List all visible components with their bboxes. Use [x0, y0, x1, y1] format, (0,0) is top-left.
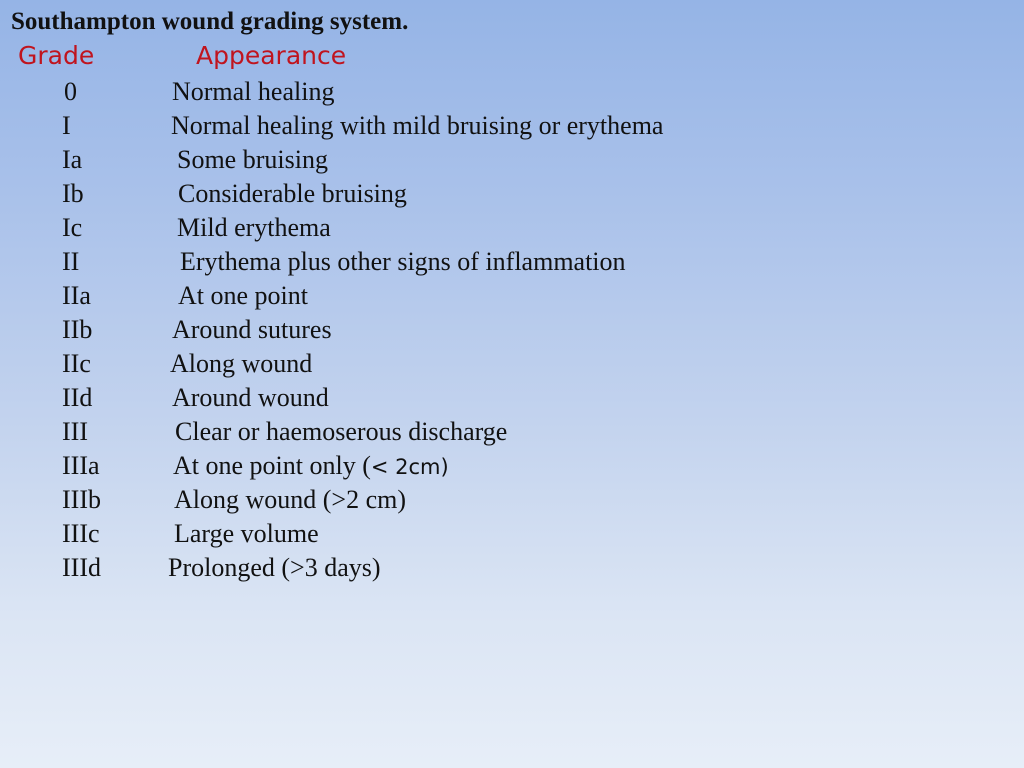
slide-title: Southampton wound grading system. [11, 8, 409, 35]
appearance-cell: Mild erythema [177, 213, 331, 242]
grade-cell: Ic [62, 213, 83, 242]
grading-table [0, 76, 1024, 596]
appearance-cell: Considerable bruising [178, 179, 407, 208]
appearance-cell: Along wound [170, 349, 313, 378]
grade-cell: IIId [62, 553, 101, 582]
appearance-cell: Some bruising [177, 145, 328, 174]
grade-cell: IIb [62, 315, 93, 344]
table-row [0, 518, 1024, 552]
appearance-cell-size: < 2cm) [370, 455, 449, 479]
grade-cell: 0 [64, 77, 77, 106]
appearance-cell: Around sutures [172, 315, 332, 344]
appearance-cell: Along wound (>2 cm) [174, 485, 407, 514]
appearance-cell: Erythema plus other signs of inflammation [180, 247, 626, 276]
appearance-cell: Prolonged (>3 days) [168, 553, 381, 582]
grade-cell: IIIb [62, 485, 101, 514]
grade-cell: III [62, 417, 88, 446]
table-row [0, 314, 1024, 348]
grade-cell: Ib [62, 179, 84, 208]
grade-cell: I [62, 111, 71, 140]
grade-cell: IIIc [62, 519, 100, 548]
appearance-cell-text: At one point only ( [173, 451, 371, 480]
grade-column-header: Grade [18, 41, 95, 70]
table-row [0, 280, 1024, 314]
table-row [0, 348, 1024, 382]
appearance-cell [173, 450, 449, 483]
appearance-cell: Around wound [172, 383, 329, 412]
appearance-cell: Normal healing [172, 77, 335, 106]
grade-cell: IIa [62, 281, 91, 310]
table-row [0, 552, 1024, 586]
appearance-cell: Large volume [174, 519, 319, 548]
table-row [0, 484, 1024, 518]
appearance-cell: At one point [178, 281, 308, 310]
table-row [0, 76, 1024, 110]
table-row [0, 110, 1024, 144]
grade-cell: II [62, 247, 80, 276]
grade-cell: IIc [62, 349, 91, 378]
table-row [0, 382, 1024, 416]
grade-cell: Ia [62, 145, 83, 174]
table-row [0, 144, 1024, 178]
table-row [0, 178, 1024, 212]
appearance-cell: Clear or haemoserous discharge [175, 417, 508, 446]
grade-cell: IIIa [62, 451, 100, 480]
table-row [0, 246, 1024, 280]
table-row [0, 450, 1024, 484]
table-row [0, 212, 1024, 246]
table-row [0, 416, 1024, 450]
appearance-cell: Normal healing with mild bruising or erythema [171, 111, 664, 140]
appearance-column-header: Appearance [196, 41, 347, 70]
grade-cell: IId [62, 383, 93, 412]
